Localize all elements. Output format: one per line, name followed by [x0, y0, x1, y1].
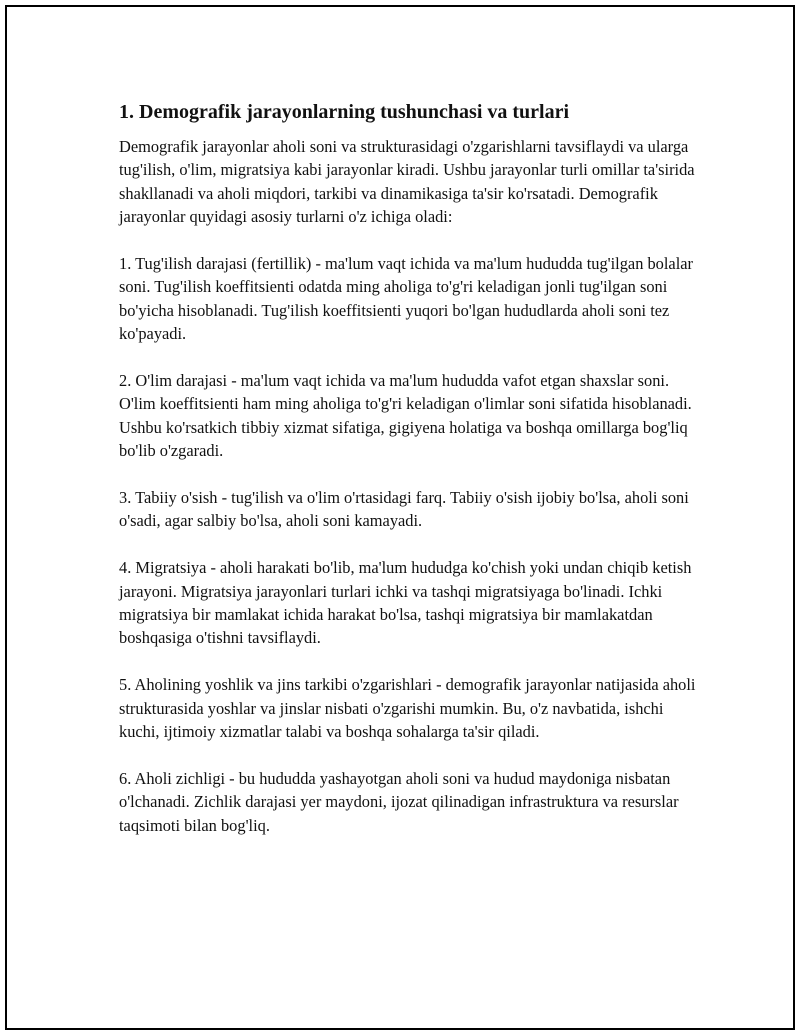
list-item-population-density: 6. Aholi zichligi - bu hududda yashayotgan aholi soni va hudud maydoniga nisbatan o'lchanadi. Zichlik darajasi yer maydoni, ijozat qilinadigan infrastruktura va resurslar taqsimoti bilan bog'liq.	[119, 768, 679, 835]
page-border	[5, 5, 795, 1030]
intro-paragraph: Demografik jarayonlar aholi soni va strukturasidagi o'zgarishlarni tavsiflaydi va ularga tug'ilish, o'lim, migratsiya kabi jarayonlar kiradi. Ushbu jarayonlar turli omillar ta'sirida shakllanadi va aholi miqdori, tarkibi va dinamikasiga ta'sir ko'rsatadi. Demografik jarayonlar quyidagi asosiy turlarni o'z ichiga oladi:	[119, 137, 695, 227]
list-item-fertility: 1. Tug'ilish darajasi (fertillik) - ma'lum vaqt ichida va ma'lum hududda tug'ilgan bolalar soni. Tug'ilish koeffitsienti odatda ming aholiga to'g'ri keladigan jonli tug'ilgan soni bo'yicha hisoblanadi. Tug'ilish koeffitsienti yuqori bo'lgan hududlarda aholi soni tez ko'payadi.	[119, 254, 693, 344]
list-item-mortality: 2. O'lim darajasi - ma'lum vaqt ichida va ma'lum hududda vafot etgan shaxslar soni. O'lim koeffitsienti ham ming aholiga to'g'ri keladigan o'limlar soni sifatida hisoblanadi. Ushbu ko'rsatkich tibbiy xizmat sifatiga, gigiyena holatiga va boshqa omillarga bog'liq bo'lib o'zgaradi.	[119, 371, 692, 461]
document-body	[119, 99, 699, 837]
list-item-age-sex-structure: 5. Aholining yoshlik va jins tarkibi o'zgarishlari - demografik jarayonlar natijasida aholi strukturasida yoshlar va jinslar nisbati o'zgarishi mumkin. Bu, o'z navbatida, ishchi kuchi, ijtimoiy xizmatlar talabi va boshqa sohalarga ta'sir qiladi.	[119, 675, 696, 742]
section-title: 1. Demografik jarayonlarning tushunchasi va turlari	[119, 101, 570, 123]
list-item-migration: 4. Migratsiya - aholi harakati bo'lib, ma'lum hududga ko'chish yoki undan chiqib ketish jarayoni. Migratsiya jarayonlari turlari ichki va tashqi migratsiyaga bo'linadi. Ichki migratsiya bir mamlakat ichida harakat bo'lsa, tashqi migratsiya bir mamlakatdan boshqasiga o'tishni tavsiflaydi.	[119, 558, 692, 648]
list-item-natural-growth: 3. Tabiiy o'sish - tug'ilish va o'lim o'rtasidagi farq. Tabiiy o'sish ijobiy bo'lsa, aholi soni o'sadi, agar salbiy bo'lsa, aholi soni kamayadi.	[119, 488, 689, 531]
